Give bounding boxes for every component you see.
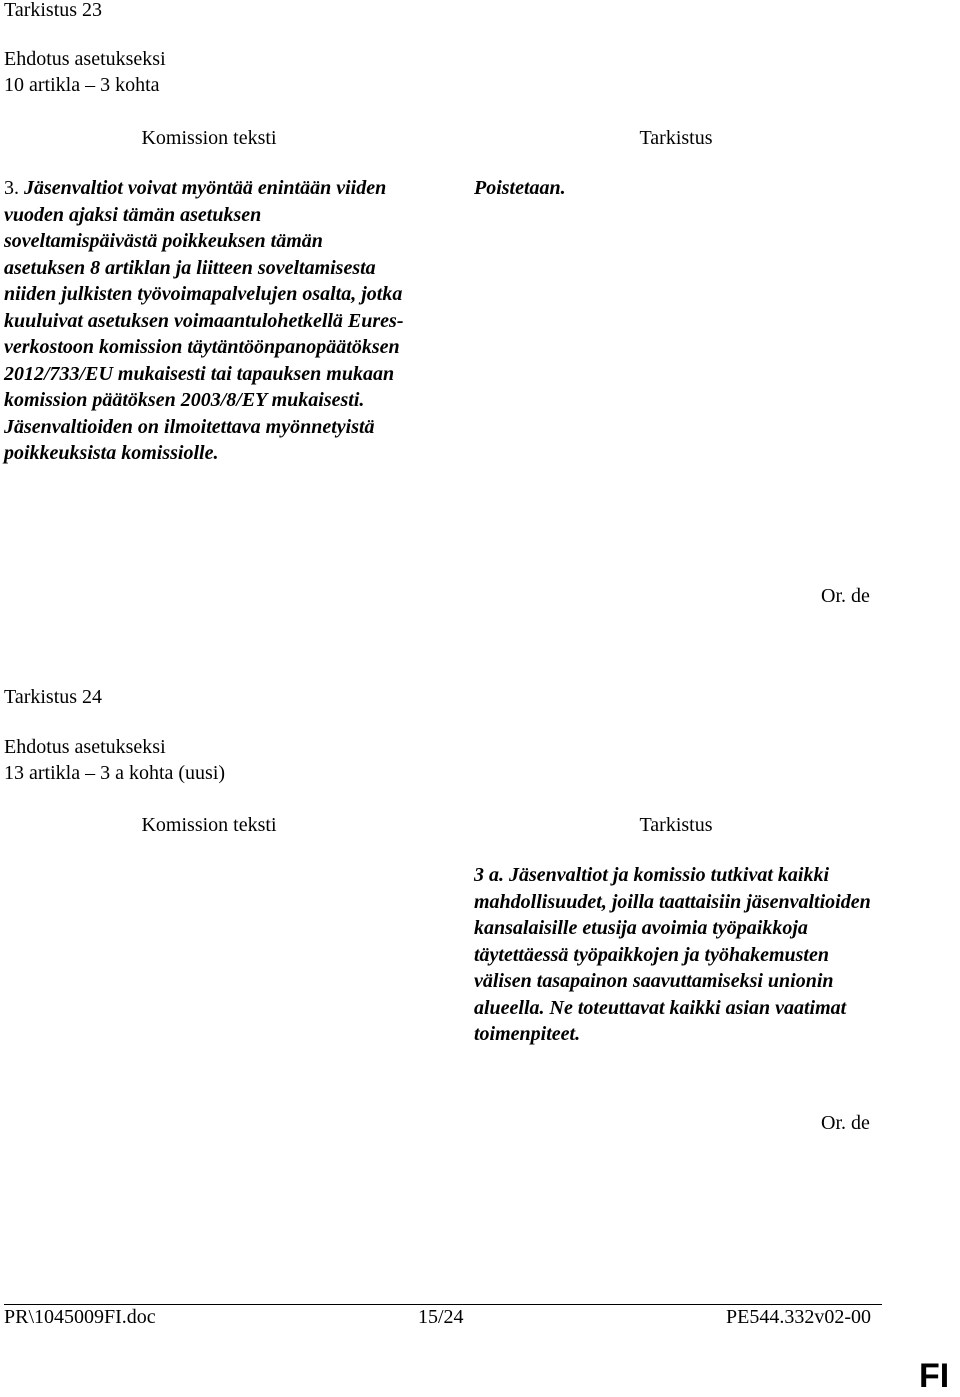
- original-language: Or. de: [821, 1112, 870, 1134]
- amendment-text: Poistetaan.: [474, 177, 566, 199]
- footer-language-code: FI: [919, 1357, 950, 1395]
- article-reference: 13 artikla – 3 a kohta (uusi): [4, 762, 226, 784]
- footer-doc-id: PR\1045009FI.doc: [4, 1306, 156, 1328]
- amendment-header: Tarkistus: [639, 127, 713, 149]
- commission-text-header: Komission teksti: [141, 127, 277, 149]
- proposal-label: Ehdotus asetukseksi: [4, 736, 166, 758]
- paragraph-number: 3.: [4, 177, 24, 199]
- original-language: Or. de: [821, 585, 870, 607]
- article-reference: 10 artikla – 3 kohta: [4, 74, 160, 96]
- amendment-header: Tarkistus: [639, 814, 713, 836]
- amendment-title: Tarkistus 24: [4, 686, 103, 708]
- amendment-text: 3 a. Jäsenvaltiot ja komissio tutkivat kaikki mahdollisuudet, joilla taattaisiin jäsenvaltioiden kansalaisille etusija avoimia työpaikkoja täytettäessä työpaikkojen ja työhakemusten välisen tasapainon saavuttamiseksi unionin alueella. Ne toteuttavat kaikki asian vaatimat toimenpiteet.: [474, 864, 871, 1045]
- proposal-label: Ehdotus asetukseksi: [4, 48, 166, 70]
- deleted-text: Jäsenvaltiot voivat myöntää enintään viiden vuoden ajaksi tämän asetuksen soveltamispäivästä poikkeuksen tämän asetuksen 8 artiklan ja liitteen soveltamisesta niiden julkisten työvoimapalvelujen osalta, jotka kuuluivat asetuksen voimaantulohetkellä Eures-verkostoon komission täytäntöönpanopäätöksen 2012/733/EU mukaisesti tai tapauksen mukaan komission päätöksen 2003/8/EY mukaisesti. Jäsenvaltioiden on ilmoitettava myönnetyistä poikkeuksista komissiolle.: [4, 177, 404, 464]
- commission-text-paragraph: [4, 175, 404, 467]
- footer-page-number: 15/24: [418, 1306, 464, 1328]
- amendment-title: Tarkistus 23: [4, 0, 103, 21]
- footer-pe-reference: PE544.332v02-00: [726, 1306, 871, 1328]
- commission-text-header: Komission teksti: [141, 814, 277, 836]
